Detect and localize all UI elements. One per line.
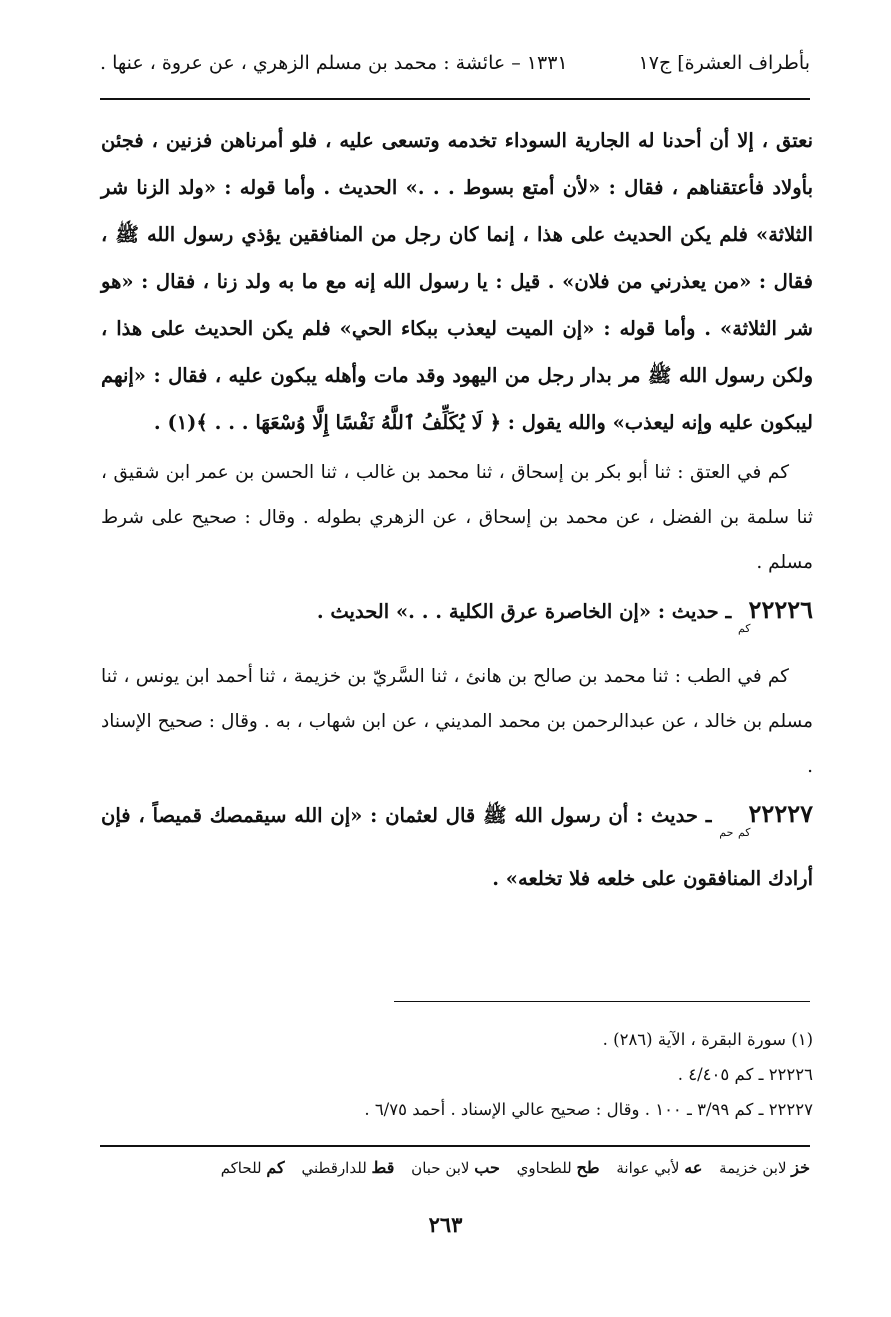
footnote-rule: [394, 1001, 810, 1002]
paragraph-2: [101, 450, 813, 585]
paragraph-1: [101, 117, 813, 446]
footnote: ٢٢٢٢٧ ـ كم ٣/٩٩ ـ ١٠٠ . وقال : صحيح عالي الإسناد . أحمد ٦/٧٥ .: [364, 1100, 813, 1119]
footer-rule: [100, 1145, 810, 1147]
hadith-number: ٢٢٢٢٧: [748, 799, 813, 828]
text-line: ما به ولد زنا ، فقال : «هو شر الثلاثة» . وأما قوله : «إن الميت ليعذب ببكاء: [101, 270, 813, 340]
abbreviation-item: طح للطحاوي: [516, 1158, 600, 1177]
hadith-number: ٢٢٢٢٦: [748, 595, 813, 624]
text-line: يؤذي رسول الله ﷺ ، فقال : «من يعذرني من فلان» . قيل : يا رسول الله إنه مع: [101, 223, 813, 293]
paragraph-3: [101, 654, 813, 789]
header-chapter: ١٣٣١ – عائشة : محمد بن مسلم الزهري ، عن عروة ، عنها .: [100, 52, 568, 74]
abbreviation-item: كم للحاكم: [220, 1158, 285, 1177]
abbreviation-item: حب لابن حبان: [411, 1158, 500, 1177]
abbreviation-item: عه لأبي عوانة: [616, 1158, 703, 1177]
text-line: كم في العتق : ثنا أبو بكر بن إسحاق ، ثنا محمد بن غالب ، ثنا الحسن بن عمر: [196, 462, 789, 483]
source-code: كم حم: [719, 826, 751, 839]
text-line: الزنا شر الثلاثة» فلم يكن الحديث على هذا ، إنما كان رجل من المنافقين: [101, 176, 813, 246]
hadith-text: ـ حديث : «إن الخاصرة عرق الكلية . . .» الحديث .: [316, 600, 732, 623]
text-line: فجئن بأولاد فأعتقناهم ، فقال : «لأن أمتع بسوط . . .» الحديث . وأما قوله : «ولد: [101, 129, 814, 199]
footnote: (١) سورة البقرة ، الآية (٢٨٦) .: [602, 1030, 813, 1049]
main-text: [101, 117, 813, 904]
abbreviation-item: خز لابن خزيمة: [719, 1158, 810, 1177]
header-rule: [100, 98, 810, 100]
header-book-title: بأطراف العشرة] ج١٧: [638, 52, 810, 74]
text-line: وقال : صحيح على شرط مسلم .: [101, 507, 813, 573]
footnotes: [101, 1022, 813, 1127]
hadith-text: ـ حديث : أن رسول الله ﷺ قال لعثمان : «إن الله سيقمصك قميصاً ،: [138, 804, 712, 827]
text-line: كم في الطب : ثنا محمد بن صالح بن هانئ ، ثنا السَّريّ بن خزيمة ، ثنا أحمد: [215, 666, 789, 687]
text-line: ابن يونس ، ثنا مسلم بن خالد ، عن عبدالرحمن بن محمد المديني ، عن ابن: [101, 666, 813, 732]
text-line: ابن شقيق ، ثنا سلمة بن الفضل ، عن محمد بن إسحاق ، عن الزهري بطوله .: [101, 462, 814, 528]
running-header: [100, 52, 810, 92]
text-line: شهاب ، به . وقال : صحيح الإسناد .: [101, 711, 813, 777]
text-line: من اليهود وقد مات وأهله يبكون عليه ، فقال : «إنهم ليبكون عليه وإنه: [101, 364, 813, 434]
abbreviation-key: [100, 1158, 810, 1177]
source-code: كم: [737, 622, 751, 635]
hadith-heading-22226: [101, 587, 813, 652]
hadith-text-line-2: فإن أرادك المنافقون على خلعه فلا تخلعه» .: [101, 804, 813, 890]
page-number: ٢٦٣: [428, 1212, 463, 1237]
text-line: الحي» فلم يكن الحديث على هذا ، ولكن رسول الله ﷺ مر بدار رجل: [101, 317, 814, 387]
text-line: نعتق ، إلا أن أحدنا له الجارية السوداء تخدمه وتسعى عليه ، فلو أمرناهن فزنين ،: [151, 129, 813, 152]
hadith-heading-22227: [101, 791, 813, 902]
abbreviation-item: قط للدارقطني: [301, 1158, 395, 1177]
text-line: ليعذب» والله يقول : ﴿ لَا يُكَلِّفُ ٱللَّهُ نَفْسًا إِلَّا وُسْعَهَا . . . ﴾(١) .: [153, 411, 675, 434]
footnote: ٢٢٢٢٦ ـ كم ٤/٤٠٥ .: [677, 1065, 813, 1084]
